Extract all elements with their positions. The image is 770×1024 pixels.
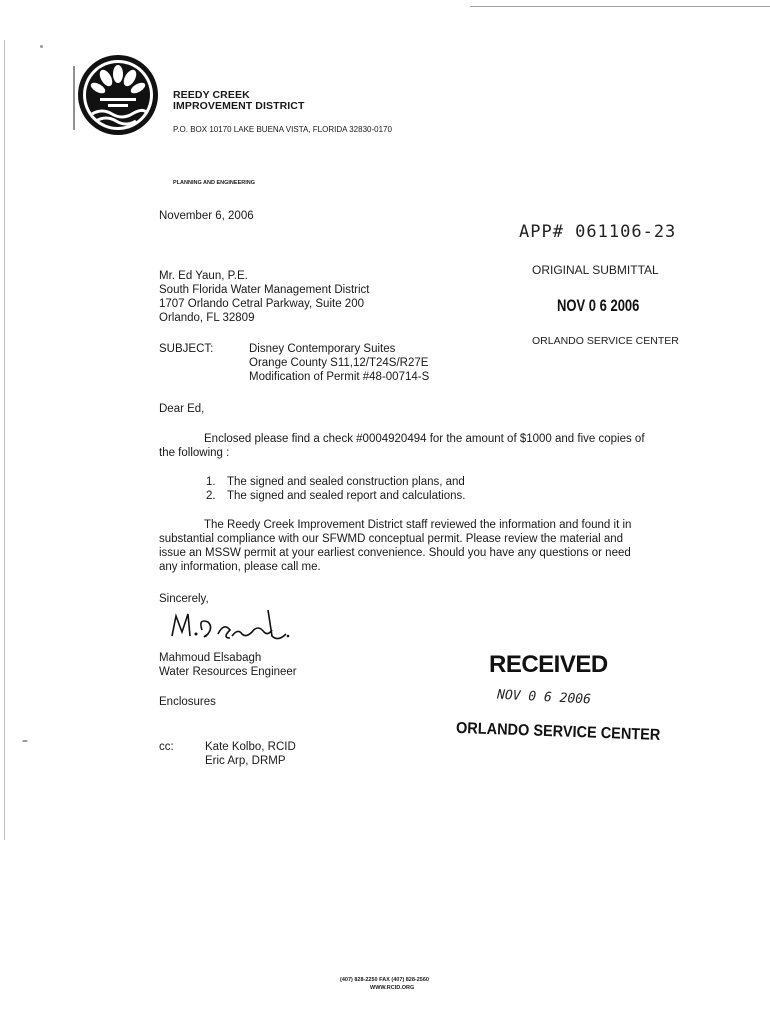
paragraph2-line4: any information, please call me. <box>159 561 321 573</box>
list-item-number: 1. <box>206 476 216 488</box>
app-number: APP# 061106-23 <box>519 222 677 242</box>
enclosures-note: Enclosures <box>159 696 216 708</box>
paragraph1-line2: the following : <box>159 447 230 459</box>
salutation: Dear Ed, <box>159 403 205 415</box>
paragraph1-line1: Enclosed please find a check #0004920494 for the amount of $1000 and five copies of <box>204 433 645 445</box>
submittal-date: NOV 0 6 2006 <box>557 296 640 315</box>
recipient-street: 1707 Orlando Cetral Parkway, Suite 200 <box>159 298 364 310</box>
received-date: NOV 0 6 2006 <box>496 687 592 708</box>
recipient-name: Mr. Ed Yaun, P.E. <box>159 270 248 282</box>
cc-label: cc: <box>159 741 174 753</box>
scan-edge-left <box>4 40 5 840</box>
scan-speck <box>22 740 28 742</box>
rcid-logo-icon <box>70 48 160 140</box>
paragraph2-line1: The Reedy Creek Improvement District staff reviewed the information and found it in <box>204 519 632 531</box>
footer-web: WWW.RCID.ORG <box>370 985 415 991</box>
scan-edge-top <box>470 6 770 7</box>
list-item-number: 2. <box>206 490 216 502</box>
subject-line1: Disney Contemporary Suites <box>249 343 396 355</box>
paragraph2-line2: substantial compliance with our SFWMD conceptual permit. Please review the material and <box>159 533 624 545</box>
signature <box>168 606 298 650</box>
closing: Sincerely, <box>159 593 209 605</box>
subject-label: SUBJECT: <box>159 343 214 355</box>
list-item-text: The signed and sealed report and calculations. <box>227 490 466 502</box>
org-name-line1: REEDY CREEK <box>173 89 250 101</box>
subject-line2: Orange County S11,12/T24S/R27E <box>249 357 429 369</box>
cc-name: Kate Kolbo, RCID <box>205 741 296 753</box>
scan-speck <box>40 45 43 48</box>
rcid-logo <box>70 48 160 140</box>
department: PLANNING AND ENGINEERING <box>173 180 255 186</box>
cc-name: Eric Arp, DRMP <box>205 755 286 767</box>
signer-name: Mahmoud Elsabagh <box>159 652 262 664</box>
org-address: P.O. BOX 10170 LAKE BUENA VISTA, FLORIDA 32830-0170 <box>173 125 392 134</box>
paragraph2-line3: issue an MSSW permit at your earliest convenience. Should you have any questions or need <box>159 547 631 559</box>
submittal-center: ORLANDO SERVICE CENTER <box>532 335 679 347</box>
handwritten-signature-icon <box>168 606 298 650</box>
subject-line3: Modification of Permit #48-00714-S <box>249 371 430 383</box>
list-item-text: The signed and sealed construction plans, and <box>227 476 465 488</box>
letter-date: November 6, 2006 <box>159 210 254 222</box>
received-label: RECEIVED <box>489 651 608 678</box>
signer-title: Water Resources Engineer <box>159 666 297 678</box>
recipient-org: South Florida Water Management District <box>159 284 370 296</box>
recipient-city: Orlando, FL 32809 <box>159 312 255 324</box>
org-name-line2: IMPROVEMENT DISTRICT <box>173 100 305 112</box>
submittal-label: ORIGINAL SUBMITTAL <box>532 263 659 277</box>
received-center: ORLANDO SERVICE CENTER <box>455 719 661 745</box>
footer-phone: (407) 828-2250 FAX (407) 828-2560 <box>340 977 429 983</box>
